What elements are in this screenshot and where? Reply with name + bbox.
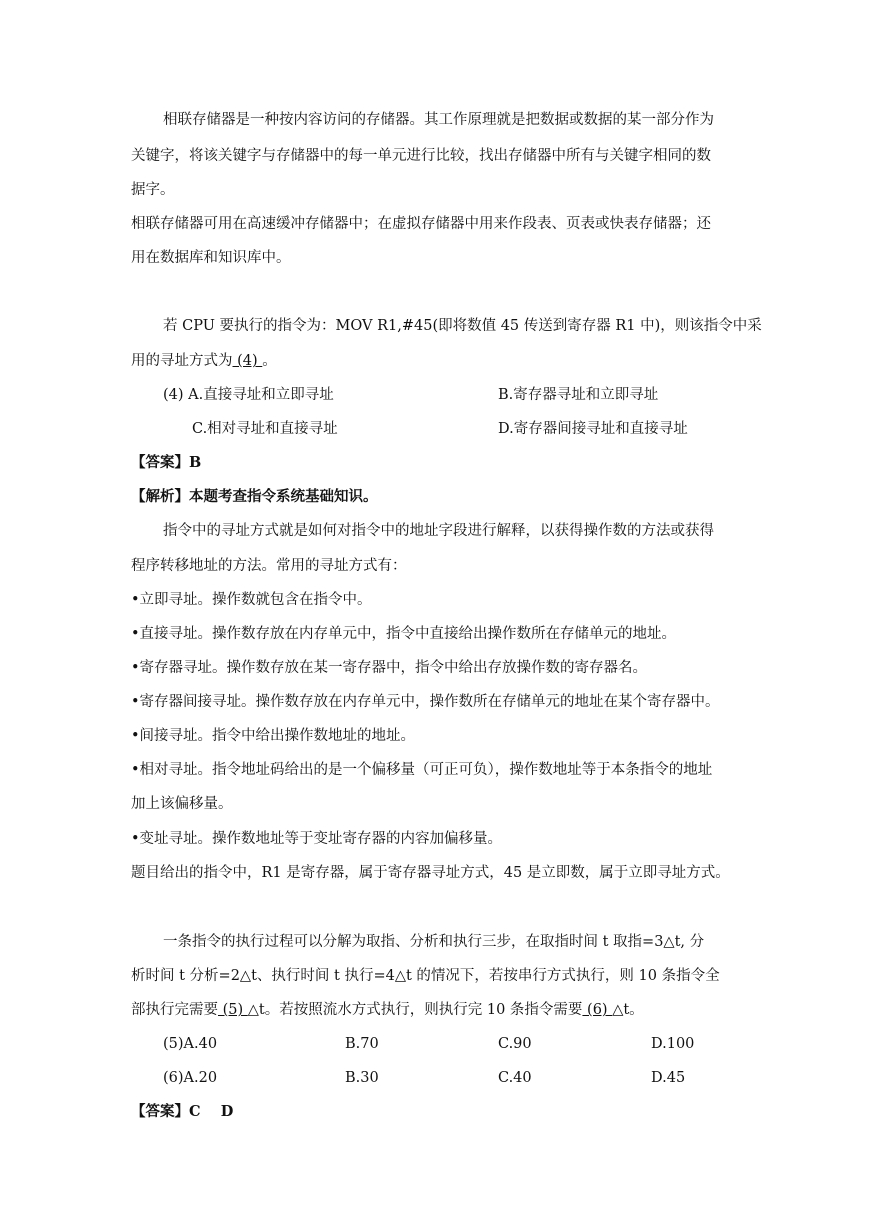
bullet-item: •寄存器间接寻址。操作数存放在内存单元中，操作数所在存储单元的地址在某个寄存器中。 <box>131 694 720 710</box>
stem-text: △t。 <box>612 1002 644 1018</box>
analysis-conclusion: 题目给出的指令中，R1 是寄存器，属于寄存器寻址方式，45 是立即数，属于立即寻址方式。 <box>131 865 730 881</box>
blank-6: (6) <box>582 1002 613 1018</box>
question-4-stem <box>131 351 277 371</box>
analysis-heading <box>131 487 378 507</box>
question-4-stem: 若 CPU 要执行的指令为：MOV R1,#45(即将数值 45 传送到寄存器 R1 中)，则该指令中采 <box>163 318 762 334</box>
bullet-item: •间接寻址。指令中给出操作数地址的地址。 <box>131 728 416 744</box>
option-6-c: C.40 <box>498 1070 532 1086</box>
option-c: C.相对寻址和直接寻址 <box>192 421 338 437</box>
question-5-stem <box>131 1000 644 1020</box>
bullet-item-continued: 加上该偏移量。 <box>131 796 233 812</box>
answer-value: C D <box>189 1103 234 1120</box>
analysis-text: 指令中的寻址方式就是如何对指令中的地址字段进行解释，以获得操作数的方法或获得 <box>163 523 714 539</box>
analysis-label: 【解析】 <box>131 488 189 505</box>
answer-label: 【答案】 <box>131 454 189 471</box>
intro-paragraph-line: 用在数据库和知识库中。 <box>131 250 291 266</box>
intro-paragraph-line: 关键字，将该关键字与存储器中的每一单元进行比较，找出存储器中所有与关键字相同的数 <box>131 148 711 164</box>
stem-text: 部执行完需要 <box>131 1002 218 1018</box>
option-5-d: D.100 <box>651 1036 695 1052</box>
answer-line <box>131 453 201 473</box>
intro-paragraph-line: 据字。 <box>131 182 175 198</box>
bullet-item: •直接寻址。操作数存放在内存单元中，指令中直接给出操作数所在存储单元的地址。 <box>131 626 677 642</box>
option-b: B.寄存器寻址和立即寻址 <box>498 387 659 403</box>
option-6-b: B.30 <box>345 1070 379 1086</box>
bullet-item: •变址寻址。操作数地址等于变址寄存器的内容加偏移量。 <box>131 831 503 847</box>
bullet-item: •寄存器寻址。操作数存放在某一寄存器中，指令中给出存放操作数的寄存器名。 <box>131 660 648 676</box>
question-5-stem: 析时间 t 分析=2△t、执行时间 t 执行=4△t 的情况下，若按串行方式执行，则 10 条指令全 <box>131 968 720 984</box>
option-5-c: C.90 <box>498 1036 532 1052</box>
option-6-d: D.45 <box>651 1070 686 1086</box>
option-d: D.寄存器间接寻址和直接寻址 <box>498 421 688 437</box>
analysis-text: 程序转移地址的方法。常用的寻址方式有： <box>131 558 407 574</box>
stem-text: 。 <box>262 353 277 369</box>
analysis-title: 本题考查指令系统基础知识。 <box>189 488 378 505</box>
bullet-item: •立即寻址。操作数就包含在指令中。 <box>131 592 372 608</box>
answer-line <box>131 1102 233 1122</box>
answer-label: 【答案】 <box>131 1103 189 1120</box>
option-a: (4) A.直接寻址和立即寻址 <box>163 387 334 403</box>
blank-5: (5) <box>218 1002 248 1018</box>
stem-text: 用的寻址方式为 <box>131 353 233 369</box>
stem-text: △t。若按照流水方式执行，则执行完 10 条指令需要 <box>247 1002 583 1018</box>
answer-value: B <box>189 454 202 471</box>
intro-paragraph-line: 相联存储器可用在高速缓冲存储器中；在虚拟存储器中用来作段表、页表或快表存储器；还 <box>131 216 711 232</box>
blank-4: (4) <box>232 353 263 369</box>
bullet-item: •相对寻址。指令地址码给出的是一个偏移量（可正可负），操作数地址等于本条指令的地址 <box>131 762 713 778</box>
option-5-a: (5)A.40 <box>163 1036 218 1052</box>
intro-paragraph-line: 相联存储器是一种按内容访问的存储器。其工作原理就是把数据或数据的某一部分作为 <box>163 112 714 128</box>
question-5-stem: 一条指令的执行过程可以分解为取指、分析和执行三步，在取指时间 t 取指=3△t, 分 <box>163 934 705 950</box>
option-6-a: (6)A.20 <box>163 1070 218 1086</box>
option-5-b: B.70 <box>345 1036 379 1052</box>
